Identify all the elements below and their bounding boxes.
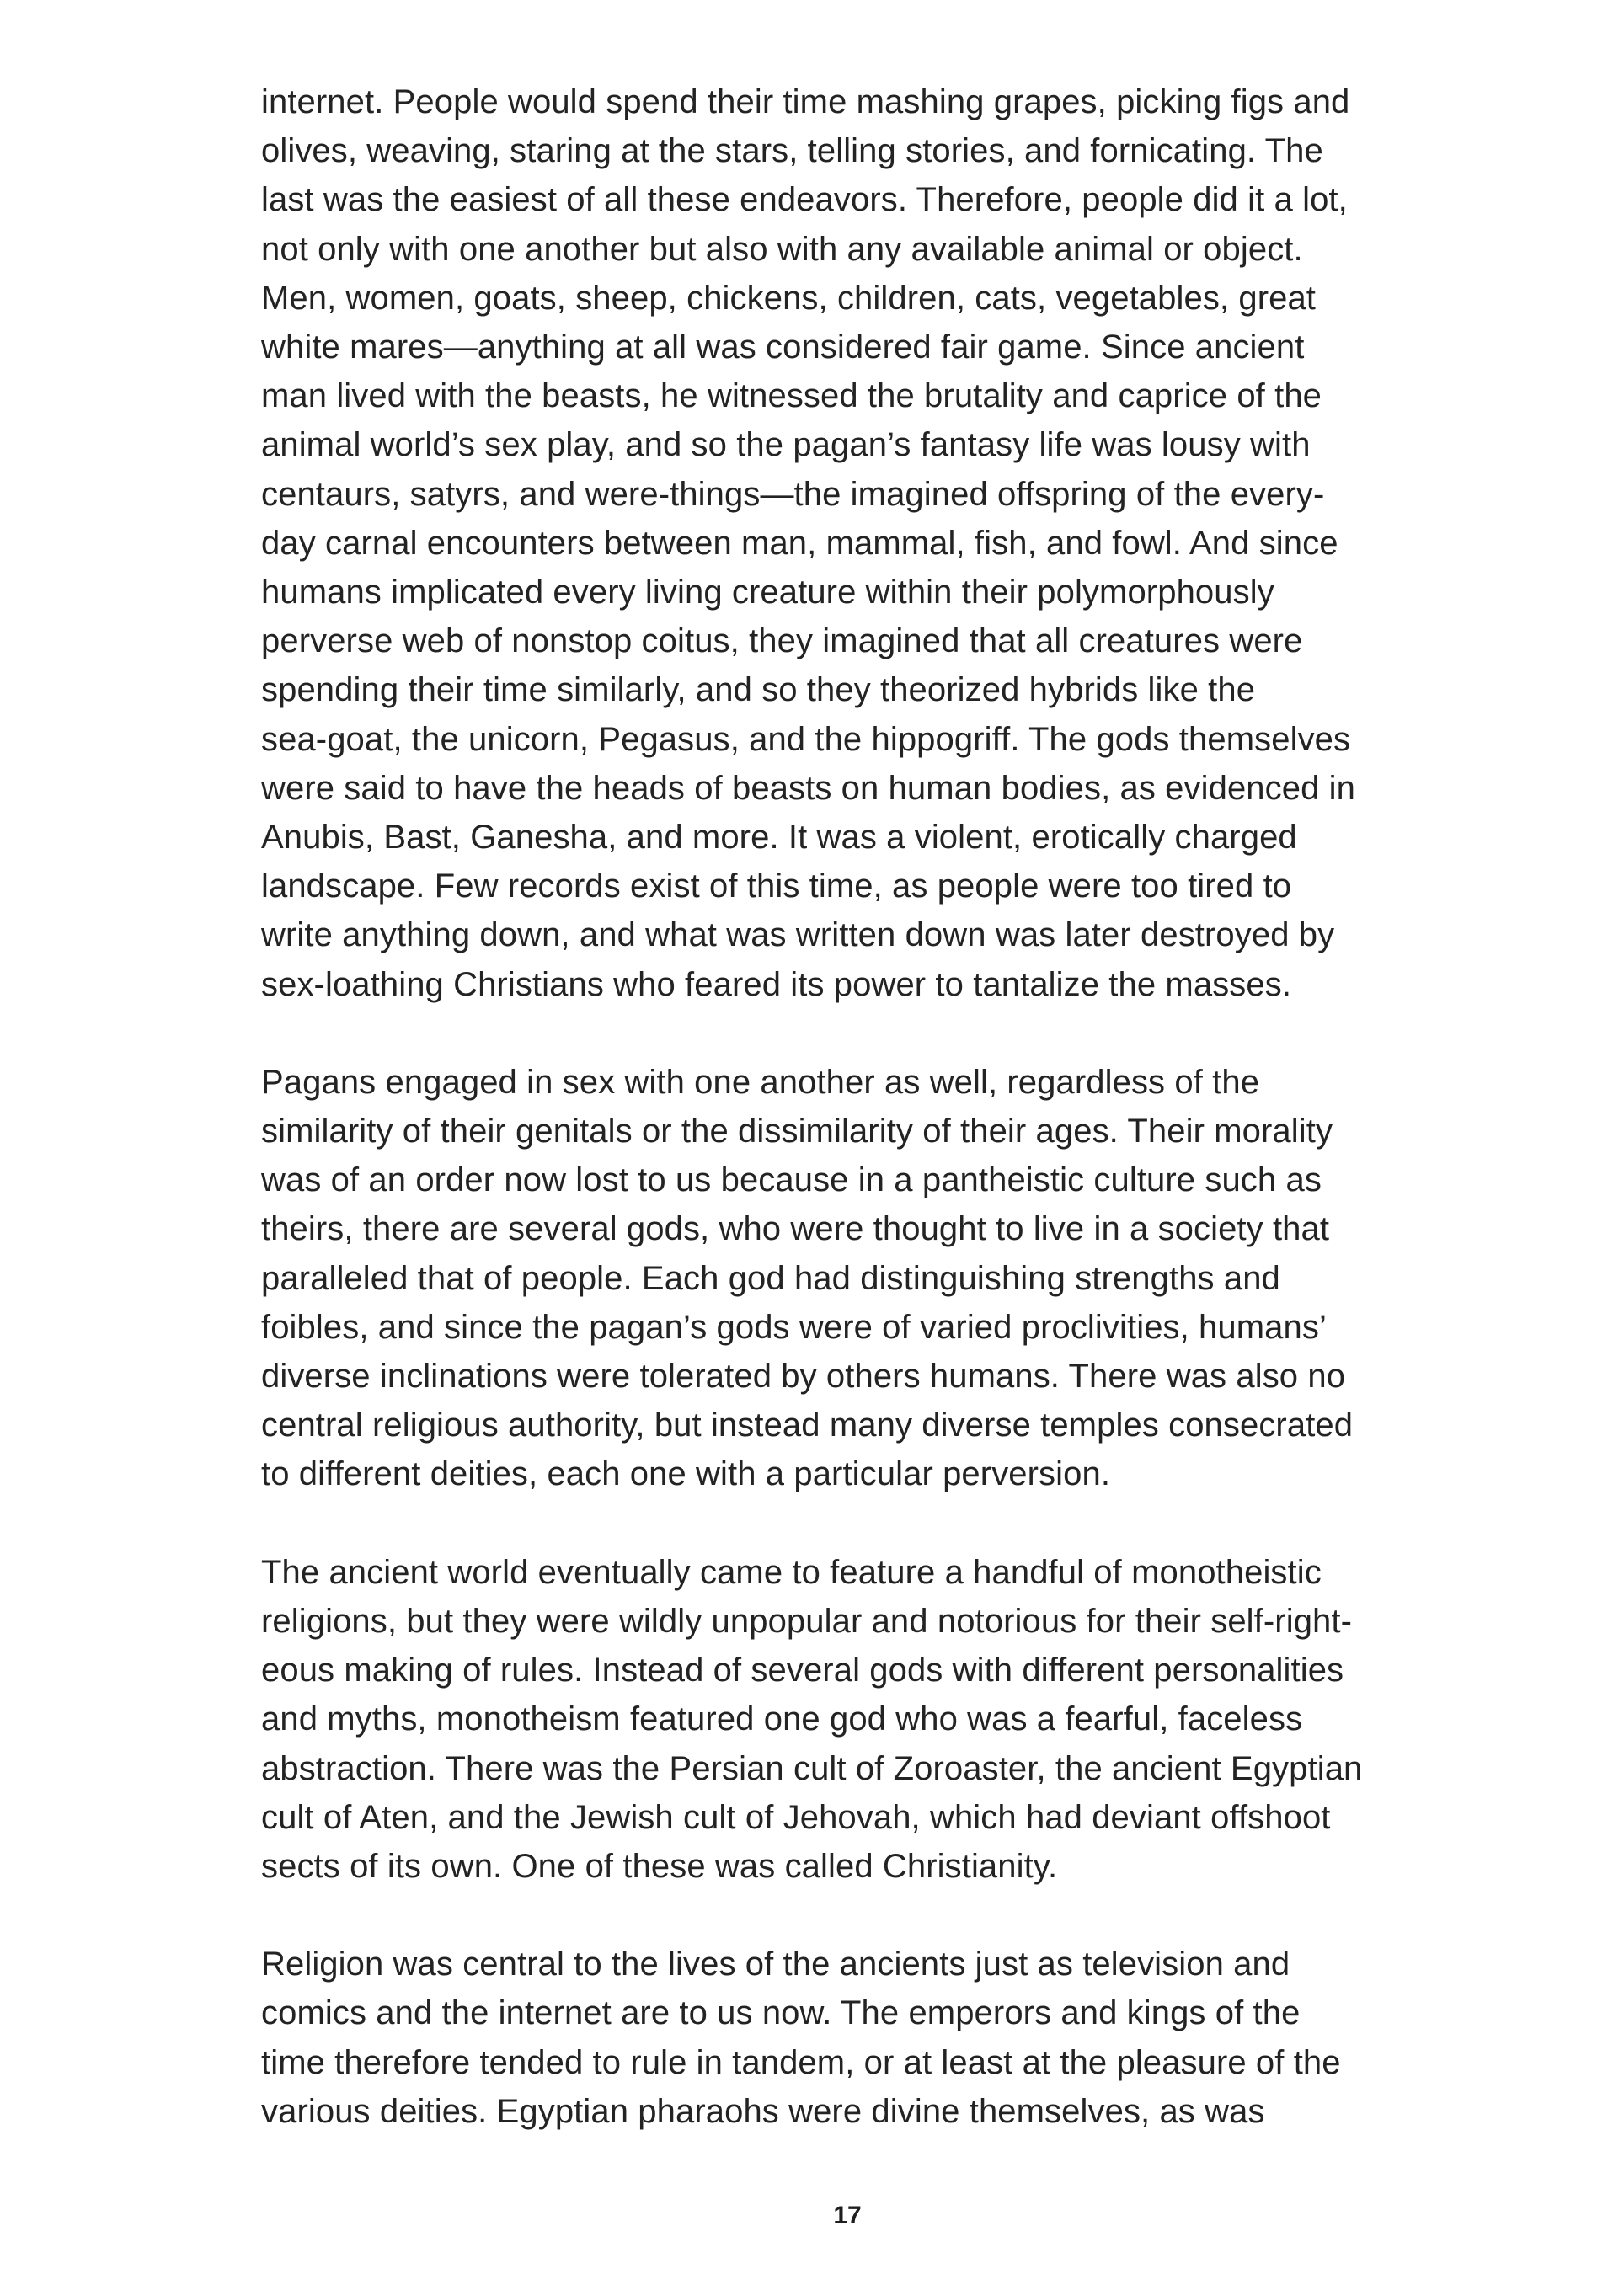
body-text — [261, 77, 1482, 2185]
page-number: 17 — [833, 2202, 862, 2229]
paragraph-1: internet. People would spend their time mashing grapes, picking figs and olives, weaving, staring at the stars, telling stories, and fornicating. The last was the easiest of all these endeavors. Therefore, people did it a lot, not only with one another but also with any available animal or object. Men, women, goats, sheep, chickens, children, cats, vegetables, great white mares—anything at all was considered fair game. Since ancient man lived with the beasts, he witnessed the brutality and caprice of the animal world’s sex play, and so the pagan’s fantasy life was lousy with centaurs, satyrs, and were-things—the imagined offspring of the every- day carnal encounters between man, mammal, fish, and fowl. And since humans implicated every living creature within their polymorphously perverse web of nonstop coitus, they imagined that all creatures were spending their time similarly, and so they theorized hybrids like the sea-goat, the unicorn, Pegasus, and the hippogriff. The gods themselves were said to have the heads of beasts on human bodies, as evidenced in Anubis, Bast, Ganesha, and more. It was a violent, erotically charged landscape. Few records exist of this time, as people were too tired to write anything down, and what was written down was later destroyed by sex-loathing Christians who feared its power to tantalize the masses. — [261, 83, 1355, 1003]
paragraph-2: Pagans engaged in sex with one another as well, regardless of the similarity of their genitals or the dissimilarity of their ages. Their morality was of an order now lost to us because in a pantheistic culture such as theirs, there are several gods, who were thought to live in a society that paralleled that of people. Each god had distinguishing strengths and foibles, and since the pagan’s gods were of varied proclivities, humans’ diverse inclinations were tolerated by others humans. There was also no central religious authority, but instead many diverse temples consecrated to different deities, each one with a particular perversion. — [261, 1063, 1354, 1493]
paragraph-4: Religion was central to the lives of the ancients just as television and comics and the internet are to us now. The emperors and kings of the time therefore tended to rule in tandem, or at least at the pleasure of the various deities. Egyptian pharaohs were divine themselves, as was — [261, 1946, 1341, 2130]
paragraph-3: The ancient world eventually came to feature a handful of monotheistic religions, but they were wildly unpopular and notorious for their self-right- eous making of rules. Instead of several gods with different personalities and myths, monotheism featured one god who was a fearful, faceless abstraction. There was the Persian cult of Zoroaster, the ancient Egyptian cult of Aten, and the Jewish cult of Jehovah, which had deviant offshoot sects of its own. One of these was called Christianity. — [261, 1553, 1363, 1885]
